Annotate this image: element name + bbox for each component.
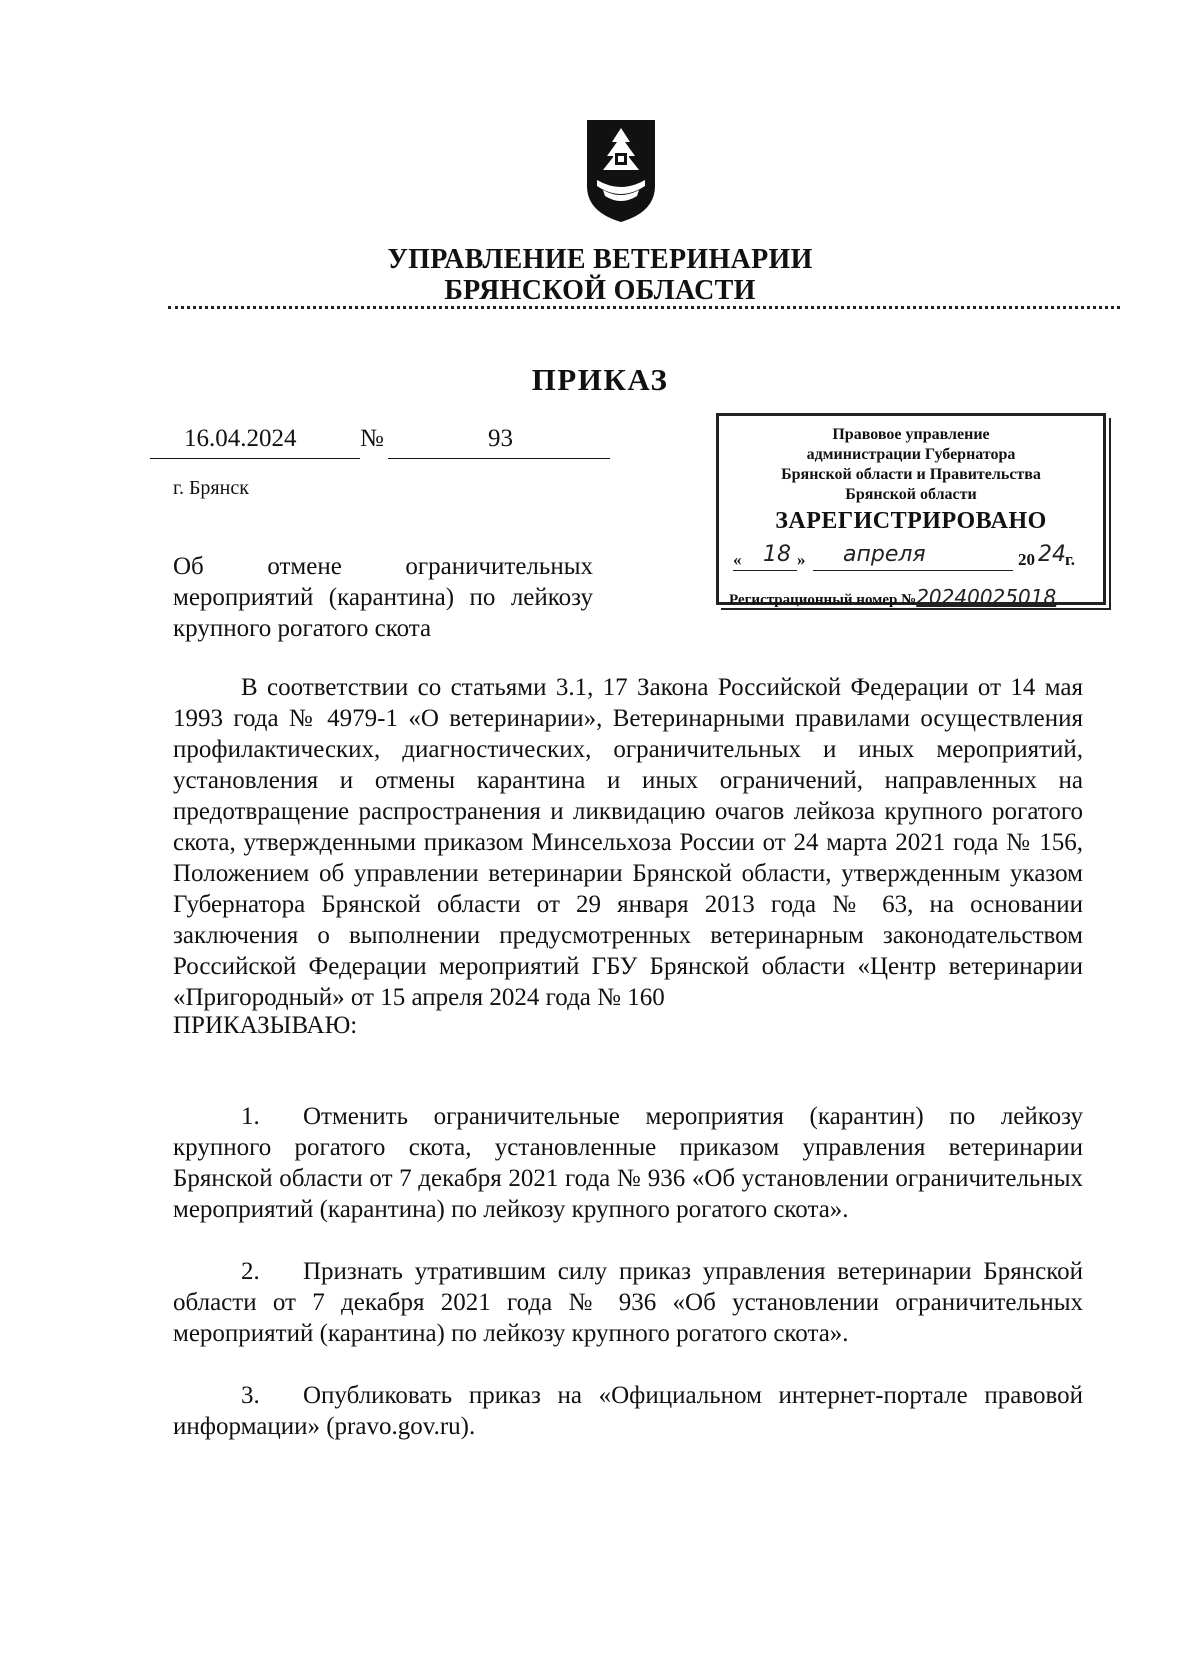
stamp-reg-number: 20240025018: [916, 585, 1057, 609]
header-dotted-divider: [168, 306, 1120, 309]
date-number-line: [150, 425, 610, 459]
stamp-month: апреля: [843, 542, 926, 567]
stamp-date: « 18 » апреля 20 24 г.: [733, 542, 1076, 569]
stamp-line1: Правовое управление: [832, 426, 990, 443]
stamp-day: 18: [763, 542, 791, 567]
order-item-1: [173, 1101, 1083, 1225]
item-text: Опубликовать приказ на «Официальном интернет-портале правовой информации» (pravo.gov.ru).: [173, 1382, 1083, 1440]
stamp-reg-label: Регистрационный номер №: [729, 592, 917, 608]
coat-of-arms-icon: [583, 116, 659, 224]
order-item-2: [173, 1256, 1083, 1349]
order-number: 93: [488, 425, 513, 452]
item-text: Признать утратившим силу приказ управления ветеринарии Брянской области от 7 декабря 2021 года № 936 «Об установлении ограничительных мероприятий (карантина) по лейкозу крупного рогатого скота».: [173, 1258, 1083, 1347]
order-word: ПРИКАЗЫВАЮ:: [173, 1012, 358, 1039]
city: г. Брянск: [173, 477, 249, 499]
document-title: ПРИКАЗ: [531, 362, 669, 397]
item-number: 2.: [241, 1258, 260, 1285]
preamble-paragraph: В соответствии со статьями 3.1, 17 Закона Российской Федерации от 14 мая 1993 года № 4979-1 «О ветеринарии», Ветеринарными правилами осуществления профилактических, диагностических, ограничительных и иных мероприятий, установления и отмены карантина и иных ограничений, направленных на предотвращение распространения и ликвидацию очагов лейкоза крупного рогатого скота, утвержденными приказом Минсельхоза России от 24 марта 2021 года № 156, Положением об управлении ветеринарии Брянской области, утвержденным указом Губернатора Брянской области от 29 января 2013 года № 63, на основании заключения о выполнении предусмотренных ветеринарным законодательством Российской Федерации мероприятий ГБУ Брянской области «Центр ветеринарии «Пригородный» от 15 апреля 2024 года № 160: [173, 674, 1083, 1011]
stamp-year-suffix: 24: [1038, 542, 1066, 567]
stamp-line2: администрации Губернатора: [806, 446, 1016, 463]
registration-stamp: [716, 413, 1106, 609]
stamp-line4: Брянской области: [845, 486, 977, 503]
org-name-line1: УПРАВЛЕНИЕ ВЕТЕРИНАРИИ: [387, 244, 813, 275]
stamp-status: ЗАРЕГИСТРИРОВАНО: [775, 508, 1047, 534]
stamp-reg-number-line: [729, 585, 1056, 609]
order-date: 16.04.2024: [184, 425, 297, 452]
item-number: 3.: [241, 1382, 260, 1409]
number-sign: №: [360, 425, 384, 452]
org-name-line2: БРЯНСКОЙ ОБЛАСТИ: [444, 275, 756, 306]
order-subject: Об отмене ограничительных мероприятий (карантина) по лейкозу крупного рогатого скота: [173, 553, 593, 642]
stamp-line3: Брянской области и Правительства: [781, 466, 1041, 483]
item-number: 1.: [241, 1103, 260, 1130]
order-item-3: [173, 1380, 1083, 1442]
item-text: Отменить ограничительные мероприятия (карантин) по лейкозу крупного рогатого скота, установленные приказом управления ветеринарии Брянской области от 7 декабря 2021 года № 936 «Об установлении ограничительных мероприятий (карантина) по лейкозу крупного рогатого скота».: [173, 1103, 1083, 1223]
